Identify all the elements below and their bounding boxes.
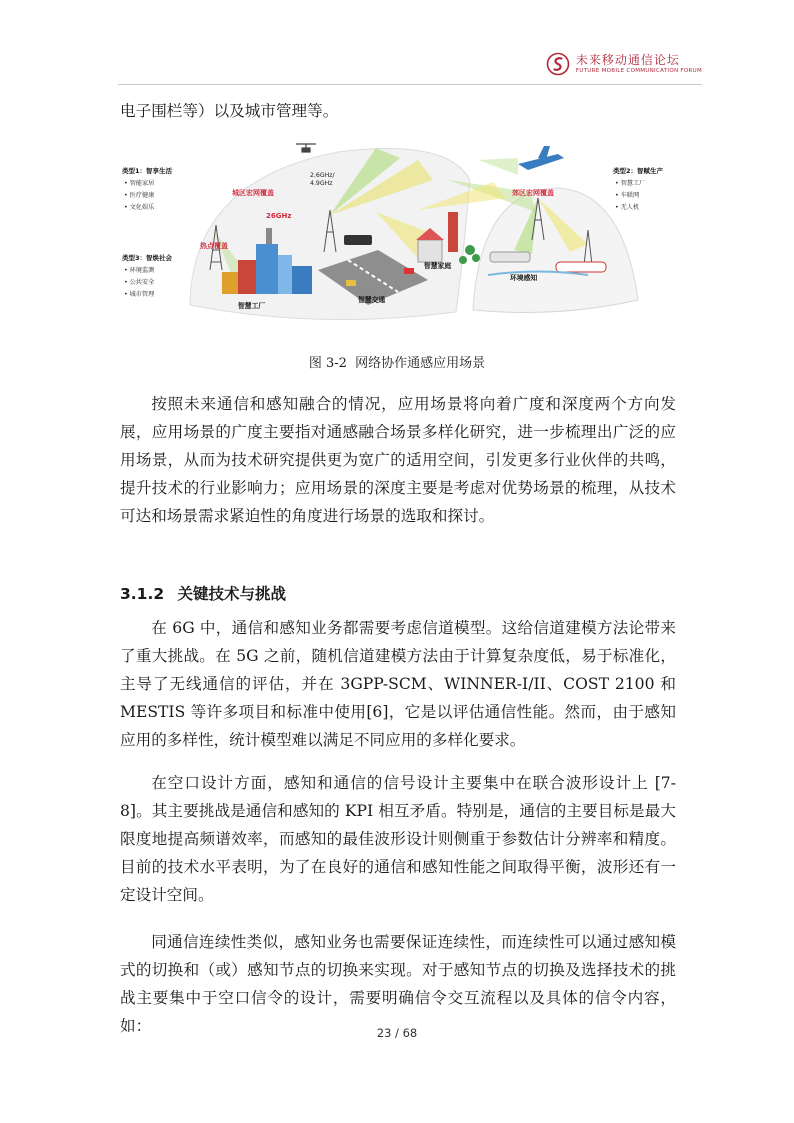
section-number: 3.1.2	[120, 585, 165, 603]
type3-item: • 环境监测	[124, 267, 155, 274]
type2-title: 类型2：智赋生产	[613, 167, 664, 175]
figure-caption-number: 图 3-2	[308, 356, 347, 371]
suburb-macro-label: 郊区宏网覆盖	[512, 189, 554, 197]
suburb-dome	[473, 188, 638, 312]
city-macro-label: 城区宏网覆盖	[232, 189, 274, 197]
type2-item: • 智慧工厂	[615, 180, 646, 187]
paragraph-application-scenarios: 按照未来通信和感知融合的情况，应用场景将向着广度和深度两个方向发展，应用场景的广度主要指对通感融合场景多样化研究，进一步梳理出广泛的应用场景，从而为技术研究提供更为宽广的适用空间，引发更多行业伙伴的共鸣，提升技术的行业影响力；应用场景的深度主要是考虑对优势场景的梳理，从技术可达和场景需求紧迫性的角度进行场景的选取和探讨。	[120, 395, 676, 525]
drone-icon	[296, 144, 316, 152]
type1-title: 类型1：智享生活	[122, 167, 173, 175]
type2-item: • 无人机	[615, 204, 640, 211]
hotspot-label: 热点覆盖	[200, 242, 228, 250]
forum-logo-icon	[546, 52, 570, 76]
header-divider	[118, 84, 702, 85]
forum-logo	[546, 52, 702, 76]
env-sensing-label: 环境感知	[510, 274, 538, 282]
freq-4-9ghz-label: 4.9GHz	[310, 180, 333, 187]
type1-item: • 智能家居	[124, 180, 155, 187]
smart-factory-label: 智慧工厂	[238, 302, 266, 310]
paragraph-channel-modeling: 在 6G 中，通信和感知业务都需要考虑信道模型。这给信道建模方法论带来了重大挑战。在 5G 之前，随机信道建模方法由于计算复杂度低，易于标准化，主导了无线通信的评估，并在 3GPP-SCM、WINNER-I/II、COST 2100 和 MESTIS 等许多项目和标准中使用[6]，它是以评估通信性能。然而，由于感知应用的多样性，统计模型难以满足不同应用的多样化要求。	[120, 619, 676, 749]
freq-26ghz-label: 26GHz	[266, 212, 292, 220]
network-sensing-scenario-figure	[118, 140, 678, 340]
logo-english-name: FUTURE MOBILE COMMUNICATION FORUM	[575, 67, 702, 74]
type3-item: • 城市管理	[124, 291, 155, 298]
section-heading	[120, 582, 286, 604]
smart-home-label: 智慧家庭	[424, 262, 452, 270]
continued-text-line: 电子围栏等）以及城市管理等。	[120, 102, 339, 120]
type2-item: • 车联网	[615, 192, 640, 199]
airplane-icon	[518, 146, 564, 170]
section-title: 关键技术与挑战	[177, 585, 287, 603]
type3-item: • 公共安全	[124, 279, 155, 286]
paragraph-air-interface: 在空口设计方面，感知和通信的信号设计主要集中在联合波形设计上 [7-8]。其主要挑战是通信和感知的 KPI 相互矛盾。特别是，通信的主要目标是最大限度地提高频谱效率，而感知的最佳波形设计则侧重于参数估计分辨率和精度。目前的技术水平表明，为了在良好的通信和感知性能之间取得平衡，波形还有一定设计空间。	[120, 774, 676, 904]
type1-item: • 文化娱乐	[124, 204, 155, 211]
type1-item: • 医疗健康	[124, 192, 155, 199]
paragraph-sensing-continuity: 同通信连续性类似，感知业务也需要保证连续性，而连续性可以通过感知模式的切换和（或）感知节点的切换来实现。对于感知节点的切换及选择技术的挑战主要集中于空口信令的设计，需要明确信令交互流程以及具体的信令内容，如：	[120, 933, 676, 1035]
figure-caption	[0, 352, 794, 371]
type3-title: 类型3：智焕社会	[122, 254, 173, 262]
page-number: 23 / 68	[376, 1026, 418, 1040]
freq-2-6ghz-label: 2.6GHz/	[310, 172, 335, 179]
figure-caption-text: 网络协作通感应用场景	[355, 356, 486, 371]
logo-chinese-name: 未来移动通信论坛	[575, 52, 680, 67]
smart-traffic-label: 智慧交通	[358, 296, 386, 304]
beam-green-4	[478, 158, 518, 175]
